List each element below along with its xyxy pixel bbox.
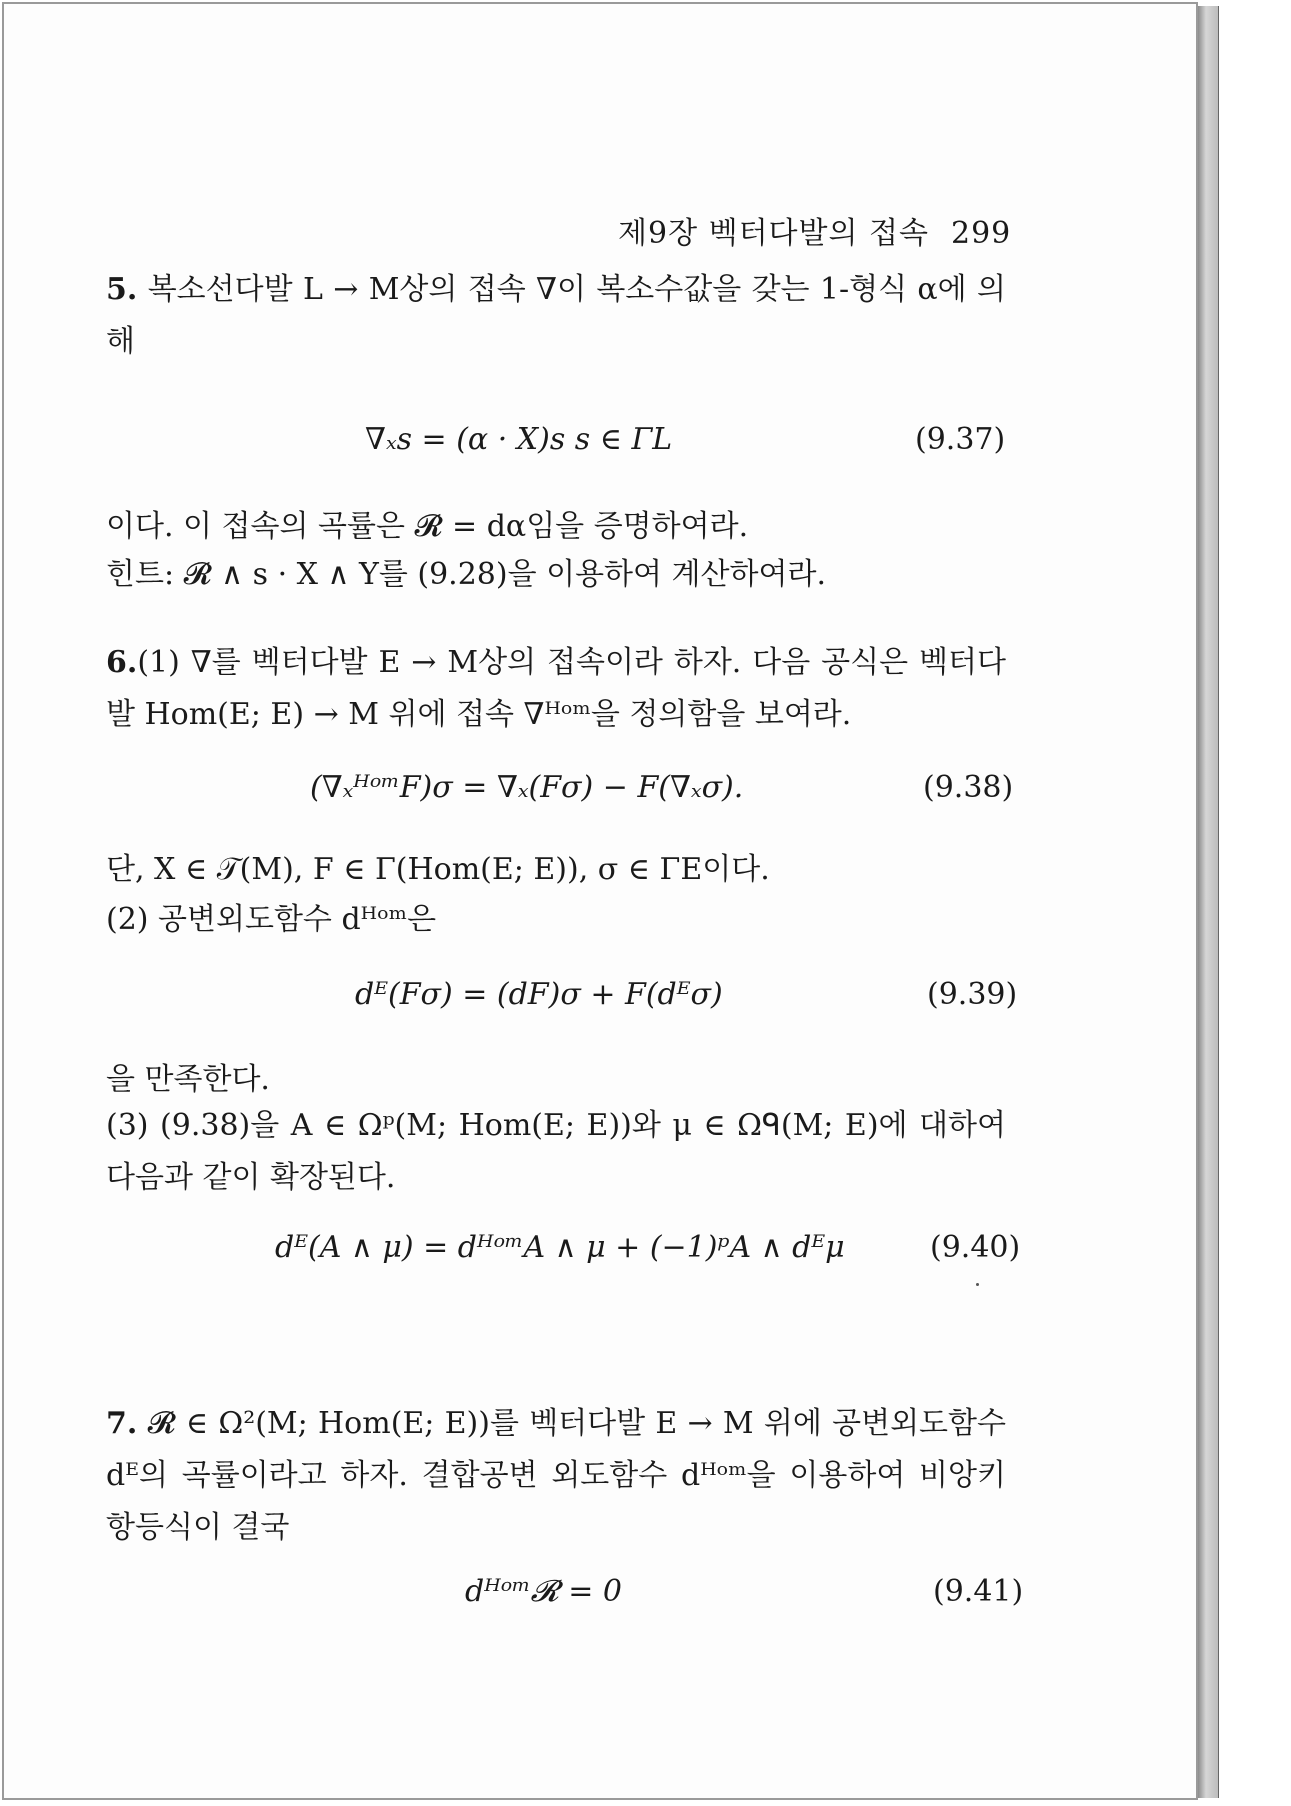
equation-label-9-41: (9.41): [933, 1574, 1024, 1609]
equation-9-38: (∇ₓᴴᵒᵐF)σ = ∇ₓ(Fσ) − F(∇ₓσ).: [310, 770, 744, 805]
running-header: [618, 208, 1011, 252]
problem-5-text: 복소선다발 L → M상의 접속 ∇이 복소수값을 갖는 1-형식 α에 의해: [106, 272, 1006, 359]
scan-speck: [976, 1283, 979, 1286]
equation-9-39: dᴱ(Fσ) = (dF)σ + F(dᴱσ): [355, 977, 723, 1012]
equation-9-41: dᴴᵒᵐ𝓡 = 0: [465, 1574, 622, 1609]
problem-6-part-1: [106, 637, 1006, 741]
problem-6-part-2-end: 을 만족한다.: [106, 1062, 270, 1097]
problem-5-hint: 힌트: 𝓡 ∧ s · X ∧ Y를 (9.28)을 이용하여 계산하여라.: [106, 557, 826, 592]
equation-9-40: dᴱ(A ∧ μ) = dᴴᵒᵐA ∧ μ + (−1)ᵖA ∧ dᴱμ: [275, 1230, 845, 1265]
equation-label-9-37: (9.37): [915, 422, 1006, 457]
problem-6-part-2: (2) 공변외도함수 dᴴᵒᵐ은: [106, 902, 437, 937]
problem-7-statement: [106, 1398, 1006, 1554]
problem-7-text: 𝓡 ∈ Ω²(M; Hom(E; E))를 벡터다발 E → M 위에 공변외도함수 dᴱ의 곡률이라고 하자. 결합공변 외도함수 dᴴᵒᵐ을 이용하여 비앙키 항등식이 결국: [106, 1406, 1006, 1545]
problem-5-conclusion: 이다. 이 접속의 곡률은 𝓡 = dα임을 증명하여라.: [106, 509, 749, 544]
page-edge: [1198, 6, 1219, 1798]
problem-6-part-3: (3) (9.38)을 A ∈ Ωᵖ(M; Hom(E; E))와 μ ∈ Ωᑫ(M; E)에 대하여 다음과 같이 확장된다.: [106, 1108, 1006, 1195]
problem-5-number: 5.: [106, 272, 138, 307]
equation-9-37: ∇ₓs = (α · X)s s ∈ ΓL: [365, 422, 673, 457]
equation-label-9-39: (9.39): [927, 977, 1018, 1012]
equation-label-9-38: (9.38): [923, 770, 1014, 805]
chapter-title: 제9장 벡터다발의 접속: [618, 216, 929, 251]
page-number: 299: [950, 216, 1012, 251]
problem-7-number: 7.: [106, 1406, 138, 1441]
problem-6-part-1-text: (1) ∇를 벡터다발 E → M상의 접속이라 하자. 다음 공식은 벡터다발 Hom(E; E) → M 위에 접속 ∇ᴴᵒᵐ을 정의함을 보여라.: [106, 645, 1006, 732]
problem-6-number: 6.: [106, 645, 138, 680]
equation-label-9-40: (9.40): [930, 1230, 1021, 1265]
problem-5-statement: [106, 264, 1006, 368]
problem-6-condition: 단, X ∈ 𝒯(M), F ∈ Γ(Hom(E; E)), σ ∈ ΓE이다.: [106, 852, 770, 887]
